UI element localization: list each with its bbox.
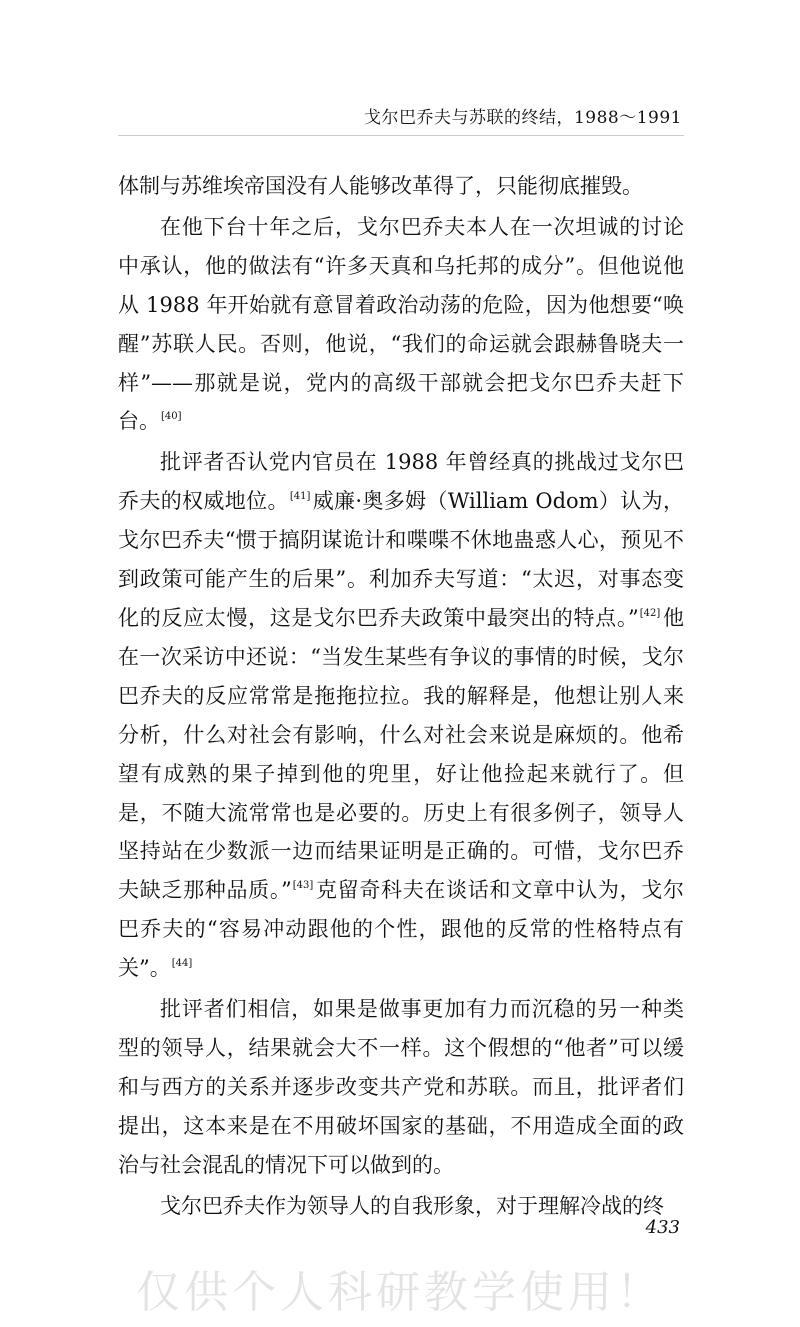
paragraph-2-text: 在他下台十年之后，戈尔巴乔夫本人在一次坦诚的讨论中承认，他的做法有“许多天真和乌托邦的成分”。但他说他从 1988 年开始就有意冒着政治动荡的危险，因为他想要“唤醒”苏联人民。否则，他说，“我们的命运就会跟赫鲁晓夫一样”——那就是说，党内的高级干部就会把戈尔巴乔夫赶下台。	[118, 214, 684, 434]
header-divider	[118, 135, 684, 136]
paragraph-3-text-b: 威廉·奥多姆（William Odom）认为，戈尔巴乔夫“惯于搞阴谋诡计和喋喋不休地蛊惑人心，预见不到政策可能产生的后果”。利加乔夫写道：“太迟，对事态变化的反应太慢，这是戈尔巴乔夫政策中最突出的特点。”	[118, 489, 684, 630]
body-text	[118, 167, 684, 1227]
paragraph-3-text-d: 克留奇科夫在谈话和文章中认为，戈尔巴乔夫的“容易冲动跟他的个性，跟他的反常的性格特点有关”。	[118, 878, 684, 981]
paragraph-3-text-c: 他在一次采访中还说：“当发生某些有争议的事情的时候，戈尔巴乔夫的反应常常是拖拖拉拉。我的解释是，他想让别人来分析，什么对社会有影响，什么对社会来说是麻烦的。他希望有成熟的果子掉到他的兜里，好让他捡起来就行了。但是，不随大流常常也是必要的。历史上有很多例子，领导人坚持站在少数派一边而结果证明是正确的。可惜，戈尔巴乔夫缺乏那种品质。”	[118, 605, 685, 903]
paragraph-4: 批评者们相信，如果是做事更加有力而沉稳的另一种类型的领导人，结果就会大不一样。这个假想的“他者”可以缓和与西方的关系并逐步改变共产党和苏联。而且，批评者们提出，这本来是在不用破坏国家的基础，不用造成全面的政治与社会混乱的情况下可以做到的。	[118, 997, 684, 1177]
footnote-ref-42: [42]	[639, 607, 661, 619]
running-header: 戈尔巴乔夫与苏联的终结，1988～1991	[363, 108, 682, 128]
footnote-ref-40: [40]	[161, 411, 182, 423]
paragraph-2	[118, 208, 684, 441]
watermark: 仅供个人科研教学使用！	[136, 1267, 664, 1318]
footnote-ref-44: [44]	[171, 958, 193, 970]
paragraph-1: 体制与苏维埃帝国没有人能够改革得了，只能彻底摧毁。	[118, 174, 643, 198]
paragraph-5: 戈尔巴乔夫作为领导人的自我形象，对于理解冷战的终	[160, 1193, 664, 1218]
footnote-ref-43: [43]	[292, 880, 314, 892]
paragraph-3-text-a: 批评者否认党内官员在 1988 年曾经真的挑战过戈尔巴乔夫的权威地位。	[118, 450, 684, 514]
page-number: 433	[645, 1217, 680, 1238]
footnote-ref-41: [41]	[289, 491, 311, 503]
paragraph-3	[118, 443, 684, 988]
